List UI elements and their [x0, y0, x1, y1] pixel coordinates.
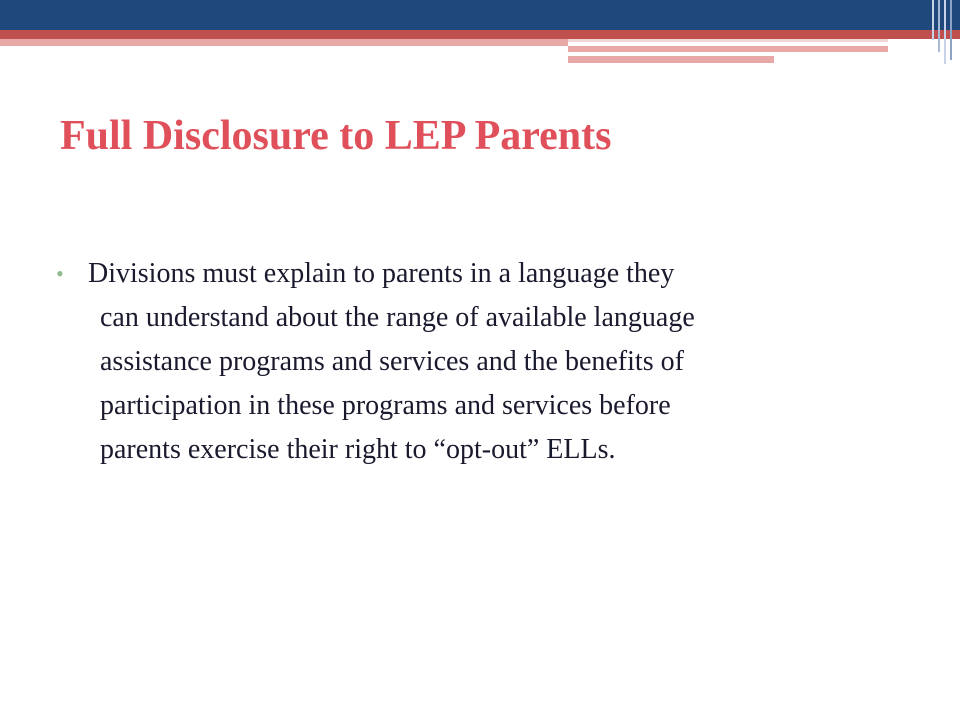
- header-pink-band-right-lower: [568, 56, 774, 63]
- header-red-band: [0, 30, 960, 39]
- bullet-text: [88, 252, 916, 472]
- corner-accent-line: [938, 0, 940, 52]
- header-blue-band: [0, 0, 960, 30]
- bullet-item: [56, 252, 916, 472]
- header-pink-band: [0, 39, 568, 46]
- bullet-line: Divisions must explain to parents in a language they: [88, 258, 675, 289]
- bullet-line: parents exercise their right to “opt-out” ELLs.: [100, 434, 616, 465]
- corner-accent-line: [950, 0, 952, 60]
- header-decoration: [0, 0, 960, 70]
- header-light-line: [568, 39, 888, 42]
- bullet-line: assistance programs and services and the benefits of: [100, 346, 684, 377]
- bullet-icon: •: [56, 261, 64, 286]
- slide-title: Full Disclosure to LEP Parents: [60, 113, 612, 159]
- bullet-line: can understand about the range of available language: [100, 302, 695, 333]
- header-pink-band-right: [568, 46, 888, 52]
- bullet-line: participation in these programs and services before: [100, 390, 671, 421]
- corner-accent-line: [944, 0, 946, 64]
- corner-accent-line: [932, 0, 934, 40]
- bullet-list: [56, 252, 916, 472]
